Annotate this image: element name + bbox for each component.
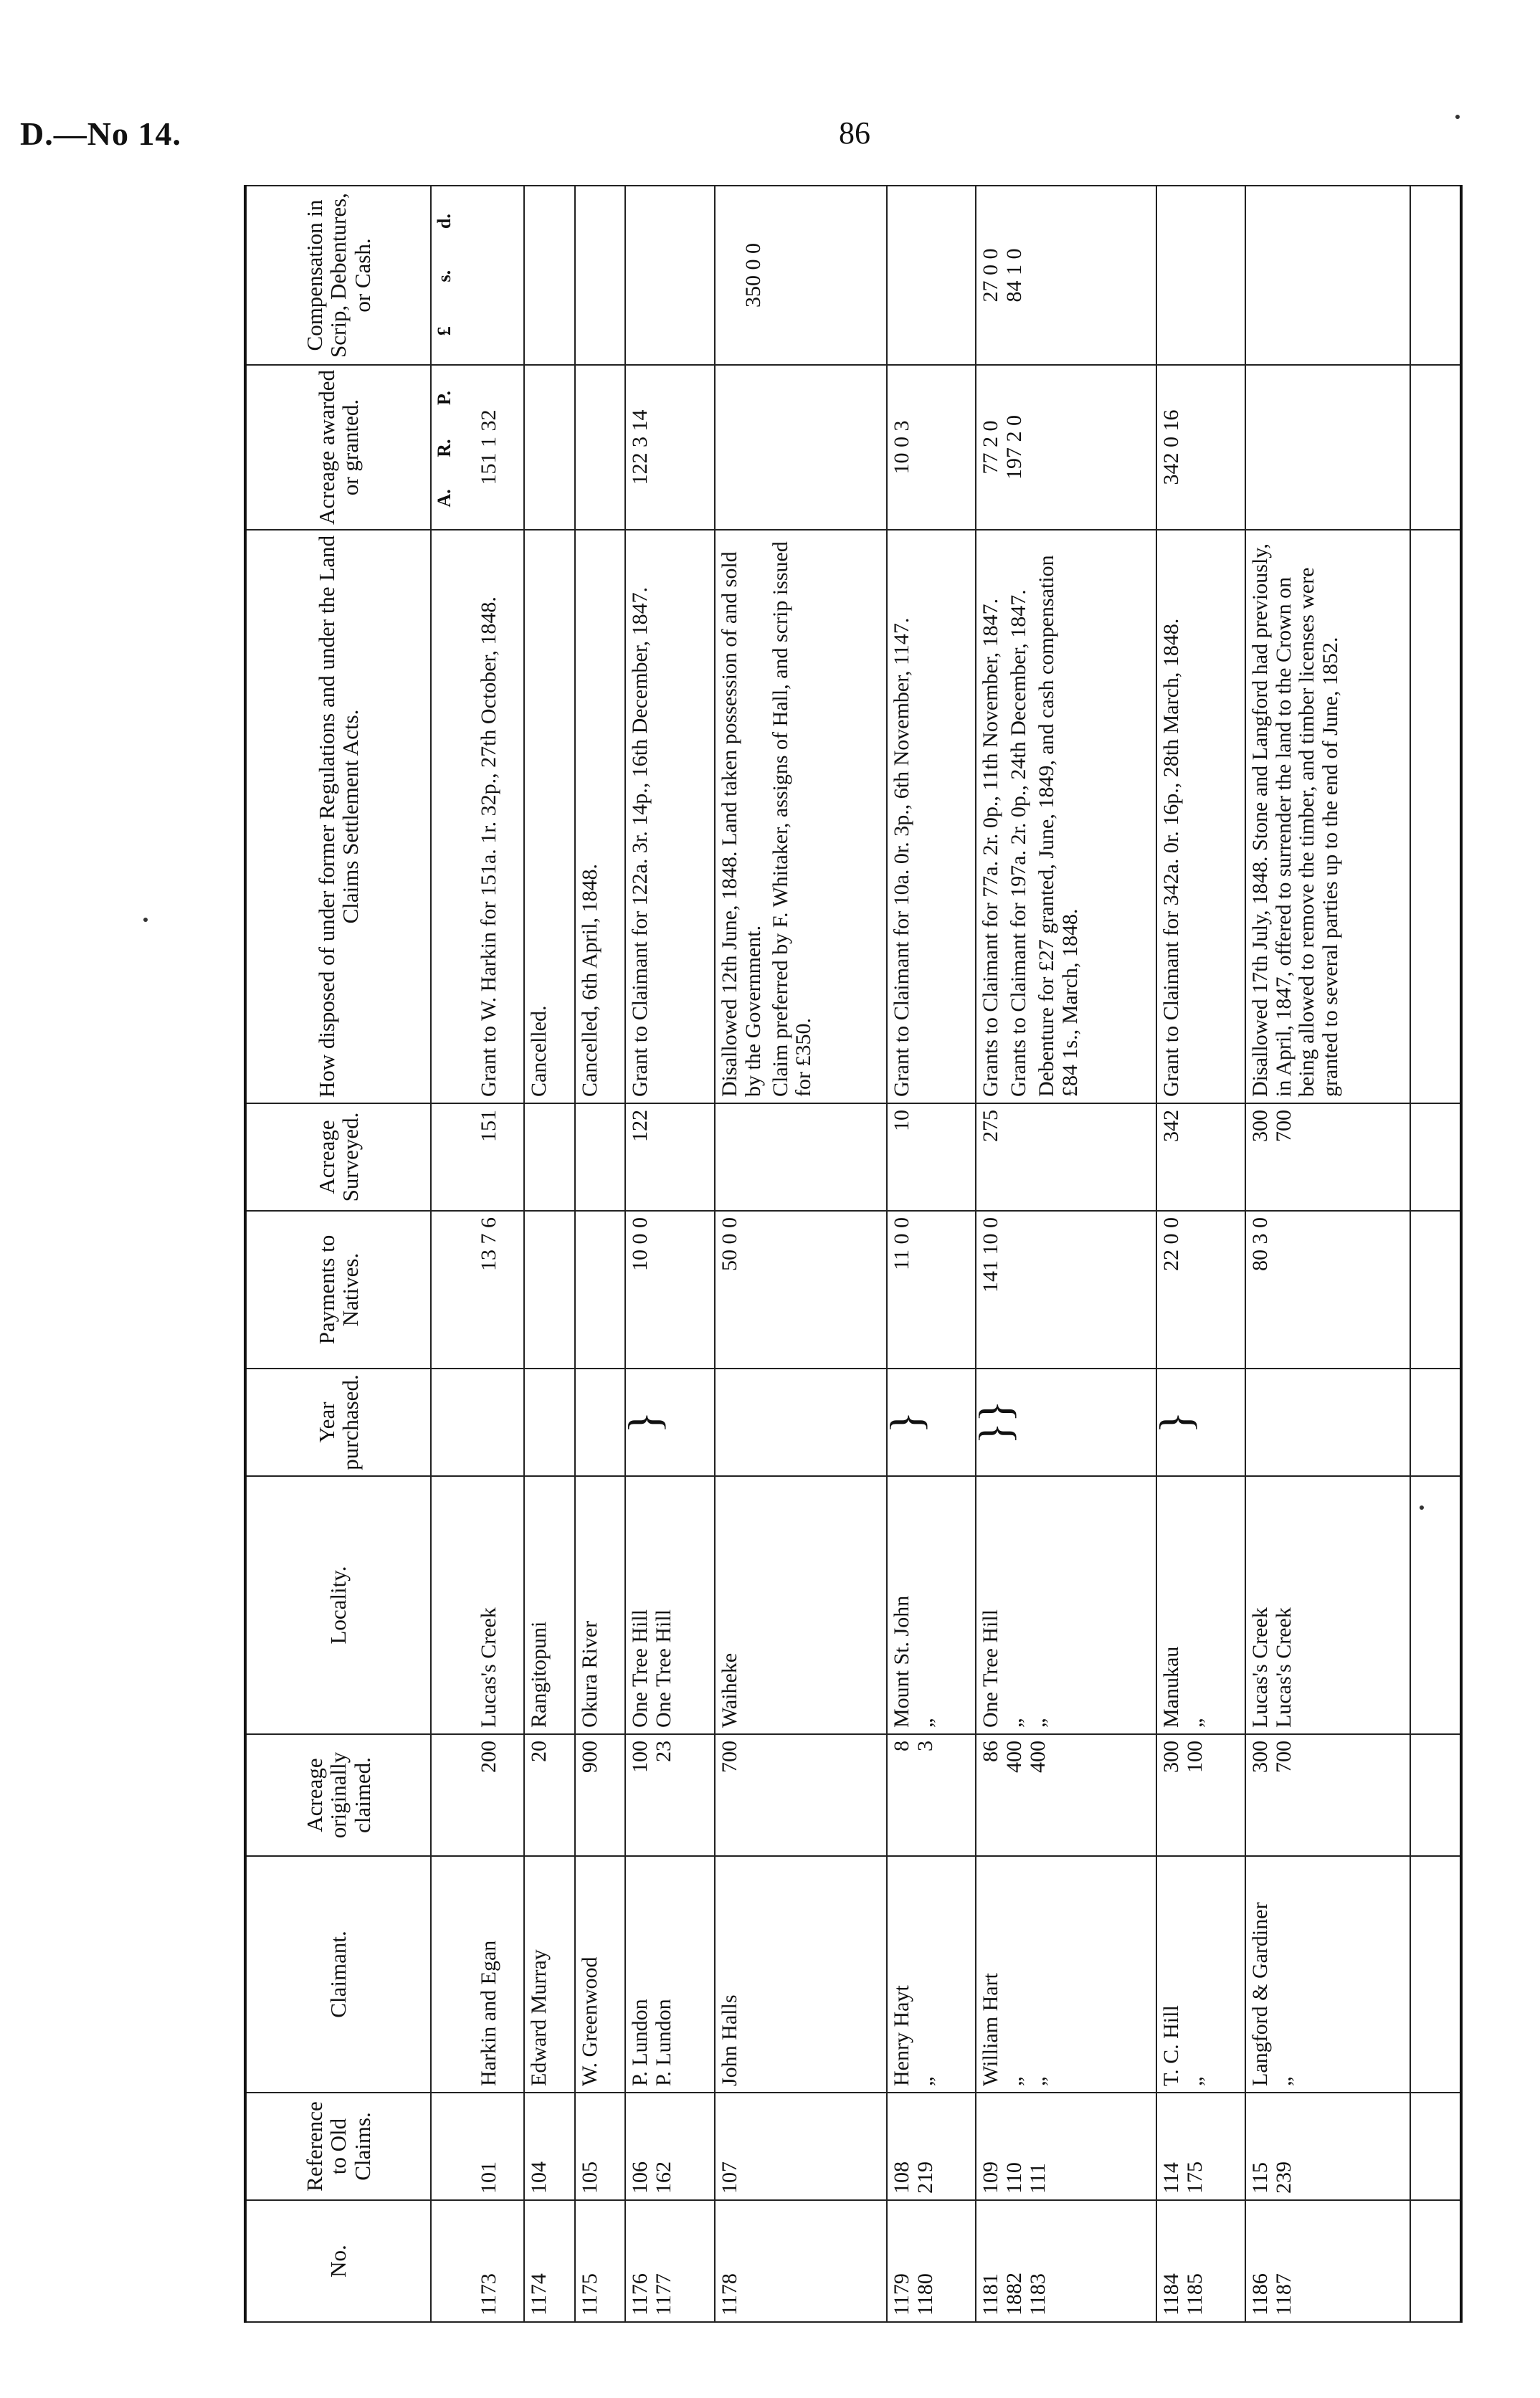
cell-claimant <box>524 1856 575 2093</box>
cell-no-line: 1178 <box>718 2273 742 2316</box>
col-header-compensation: Compensation in Scrip, Debentures, or Cash. <box>245 186 431 365</box>
cell-locality-line: Lucas's Creek <box>1248 1607 1273 1728</box>
cell-acreage-claimed-line: 200 <box>476 1741 500 1773</box>
cell-claimant-line: William Hart <box>979 1973 1003 2086</box>
cell-claimant-line: „ <box>1182 2076 1207 2086</box>
cell-compensation-line <box>1249 192 1273 358</box>
cell-surveyed-line: 342 <box>1159 1110 1183 1142</box>
cell-acreage-claimed <box>976 1734 1156 1856</box>
cell-no-line: 1185 <box>1182 2273 1207 2316</box>
cell-no-line: 1177 <box>652 2273 676 2316</box>
cell-awarded <box>1245 365 1410 530</box>
cell-claimant <box>575 1856 626 2093</box>
cell-no-line: 1184 <box>1159 2273 1183 2316</box>
cell-no-line: 1186 <box>1248 2273 1273 2316</box>
cell-payments-line <box>528 1217 551 1362</box>
cell-compensation <box>1156 186 1246 365</box>
cell-surveyed <box>1156 1103 1246 1211</box>
cell-payments-line: 10 0 0 <box>628 1217 652 1271</box>
cell-acreage-claimed-line: 700 <box>718 1741 742 1773</box>
col-header-payments: Payments to Natives. <box>245 1211 431 1369</box>
units-row <box>431 186 475 2322</box>
cell-awarded-line: 10 0 3 <box>889 420 913 475</box>
cell-no <box>976 2200 1156 2322</box>
cell-compensation <box>887 186 976 365</box>
cell-no-line: 1181 <box>979 2273 1003 2316</box>
cell-compensation <box>575 186 626 365</box>
table-row <box>524 186 575 2322</box>
cell-awarded-line <box>718 371 742 523</box>
cell-disposed-line: Grant to Claimant for 342a. 0r. 16p., 28th March, 1848. <box>1159 618 1183 1097</box>
unit-acres: A. <box>434 489 455 508</box>
cell-locality-line: Waiheke <box>718 1652 742 1728</box>
cell-surveyed-line: 275 <box>979 1110 1003 1142</box>
cell-ref <box>715 2093 886 2200</box>
table-row <box>976 186 1156 2322</box>
cell-year <box>1149 1369 1246 1476</box>
unit-pence: d. <box>434 214 455 229</box>
cell-surveyed <box>1245 1103 1410 1211</box>
col-header-disposed: How disposed of under former Regulations and under the Land Claims Settlement Acts. <box>245 530 431 1103</box>
col-header-acreage-claimed: Acreage originally claimed. <box>245 1734 431 1856</box>
cell-no-line: 1174 <box>526 2273 551 2316</box>
speck <box>1455 115 1460 119</box>
cell-awarded-line: 122 3 14 <box>628 409 652 485</box>
cell-claimant <box>1156 1856 1246 2093</box>
cell-claimant-line: P. Lundon <box>652 1999 676 2086</box>
cell-claimant <box>625 1856 715 2093</box>
cell-surveyed <box>575 1103 626 1211</box>
cell-awarded-line <box>1249 371 1273 523</box>
cell-locality-line: One Tree Hill <box>979 1609 1003 1728</box>
cell-ref-line: 101 <box>476 2161 500 2194</box>
col-header-year: Year purchased. <box>245 1369 431 1476</box>
cell-locality-line: „ <box>1002 1718 1027 1728</box>
land-claims-table <box>244 185 1463 2323</box>
cell-disposed <box>887 530 976 1103</box>
cell-no <box>1156 2200 1246 2322</box>
cell-no <box>715 2200 886 2322</box>
cell-claimant-line: „ <box>913 2076 937 2086</box>
cell-acreage-claimed-line: 8 <box>889 1741 913 1751</box>
cell-awarded-line <box>528 371 551 523</box>
cell-acreage-claimed <box>475 1734 524 1856</box>
compensation-units <box>431 186 475 365</box>
cell-awarded <box>715 365 886 530</box>
cell-payments <box>625 1211 715 1369</box>
cell-locality <box>625 1476 715 1734</box>
cell-disposed <box>625 530 715 1103</box>
table-row <box>475 186 524 2322</box>
cell-surveyed-line: 122 <box>628 1110 652 1142</box>
cell-locality-line: Manukau <box>1159 1646 1183 1728</box>
cell-year <box>1245 1369 1410 1476</box>
cell-surveyed <box>976 1103 1156 1211</box>
cell-acreage-claimed <box>625 1734 715 1856</box>
cell-surveyed-line <box>718 1110 742 1204</box>
cell-claimant <box>1245 1856 1410 2093</box>
cell-claimant-line: T. C. Hill <box>1159 2005 1183 2086</box>
cell-year <box>575 1369 626 1476</box>
cell-awarded <box>475 365 524 530</box>
cell-compensation <box>1245 186 1410 365</box>
cell-acreage-claimed-line: 86 <box>979 1741 1003 1762</box>
cell-awarded <box>887 365 976 530</box>
cell-surveyed <box>625 1103 715 1211</box>
cell-no-line: 1176 <box>628 2273 652 2316</box>
cell-disposed <box>475 530 524 1103</box>
cell-ref-line: 175 <box>1182 2161 1207 2194</box>
cell-ref <box>575 2093 626 2200</box>
cell-compensation <box>625 186 715 365</box>
cell-locality-line: Rangitopuni <box>526 1621 551 1728</box>
unit-roods: R. <box>434 439 455 457</box>
cell-payments <box>1156 1211 1246 1369</box>
cell-acreage-claimed-line: 20 <box>526 1741 551 1762</box>
cell-ref-line: 105 <box>577 2161 602 2194</box>
cell-ref <box>1245 2093 1410 2200</box>
cell-compensation <box>524 186 575 365</box>
cell-surveyed-line <box>579 1110 602 1204</box>
cell-surveyed-line: 151 <box>476 1110 500 1142</box>
year-brace: } <box>1149 1411 1201 1434</box>
cell-disposed-line: Debenture for £27 granted, June, 1849, and cash compensation £84 1s., March, 1848. <box>1035 555 1082 1097</box>
cell-no <box>887 2200 976 2322</box>
cell-compensation-line: 27 0 0 <box>979 248 1003 303</box>
cell-awarded <box>625 365 715 530</box>
cell-compensation-line <box>579 192 602 358</box>
cell-locality <box>575 1476 626 1734</box>
cell-acreage-claimed-line: 400 <box>1002 1741 1027 1773</box>
cell-no-line: 1882 <box>1002 2273 1027 2316</box>
cell-locality-line: Lucas's Creek <box>476 1607 500 1728</box>
unit-pounds: £ <box>434 326 455 336</box>
cell-payments-line <box>579 1217 602 1362</box>
cell-ref-line: 111 <box>1026 2163 1050 2194</box>
cell-claimant-line: Edward Murray <box>526 1949 551 2086</box>
cell-locality-line: „ <box>913 1718 937 1728</box>
col-header-awarded: Acreage awarded or granted. <box>245 365 431 530</box>
cell-claimant <box>976 1856 1156 2093</box>
cell-disposed <box>575 530 626 1103</box>
cell-awarded-line: 151 1 32 <box>476 409 500 485</box>
cell-acreage-claimed-line: 400 <box>1026 1741 1050 1773</box>
cell-compensation-line <box>629 192 652 358</box>
cell-ref-line: 108 <box>889 2161 913 2194</box>
col-header-ref: Reference to Old Claims. <box>245 2093 431 2200</box>
cell-ref-line: 219 <box>913 2161 937 2194</box>
cell-compensation-line <box>718 192 742 358</box>
year-brace: } <box>880 1411 931 1434</box>
cell-surveyed <box>475 1103 524 1211</box>
cell-year <box>880 1369 976 1476</box>
cell-ref <box>887 2093 976 2200</box>
cell-acreage-claimed <box>1156 1734 1246 1856</box>
table-row <box>575 186 626 2322</box>
cell-disposed-line: Grant to W. Harkin for 151a. 1r. 32p., 27th October, 1848. <box>476 596 500 1097</box>
cell-no-line: 1179 <box>889 2273 913 2316</box>
cell-payments-line: 11 0 0 <box>889 1217 913 1270</box>
cell-acreage-claimed <box>715 1734 886 1856</box>
cell-disposed <box>976 530 1156 1103</box>
col-header-no: No. <box>245 2200 431 2322</box>
cell-year <box>619 1369 715 1476</box>
cell-year <box>524 1369 575 1476</box>
cell-disposed-line: Grants to Claimant for 77a. 2r. 0p., 11th November, 1847. <box>979 598 1003 1097</box>
cell-no <box>524 2200 575 2322</box>
cell-disposed-line: Disallowed 17th July, 1848. Stone and Langford had previously, in April, 1847, offered to surrender the land to the Crown on being allowed to remove the timber, and timber licenses were granted to several parties up to the end of June, 1852. <box>1248 543 1342 1097</box>
cell-acreage-claimed-line: 3 <box>913 1741 937 1751</box>
table-row <box>1156 186 1246 2322</box>
cell-ref-line: 162 <box>652 2161 676 2194</box>
cell-no <box>575 2200 626 2322</box>
cell-acreage-claimed <box>524 1734 575 1856</box>
table-row <box>625 186 715 2322</box>
cell-awarded <box>524 365 575 530</box>
cell-no <box>625 2200 715 2322</box>
cell-claimant-line: Langford & Gardiner <box>1248 1902 1273 2086</box>
unit-shillings: s. <box>434 270 455 282</box>
cell-payments-line: 13 7 6 <box>476 1217 500 1271</box>
cell-claimant <box>475 1856 524 2093</box>
cell-locality <box>1245 1476 1410 1734</box>
cell-no <box>1245 2200 1410 2322</box>
cell-surveyed <box>524 1103 575 1211</box>
cell-claimant-line: „ <box>1272 2076 1296 2086</box>
cell-locality <box>715 1476 886 1734</box>
cell-acreage-claimed-line: 900 <box>577 1741 602 1773</box>
cell-acreage-claimed-line: 100 <box>1182 1741 1207 1773</box>
cell-acreage-claimed-line: 300 <box>1159 1741 1183 1773</box>
cell-acreage-claimed <box>1245 1734 1410 1856</box>
cell-ref-line: 107 <box>718 2161 742 2194</box>
cell-locality <box>976 1476 1156 1734</box>
cell-locality <box>887 1476 976 1734</box>
table-header-row <box>245 186 431 2322</box>
cell-awarded <box>1156 365 1246 530</box>
cell-locality-line: One Tree Hill <box>628 1609 652 1728</box>
cell-year <box>715 1369 886 1476</box>
cell-claimant-line: John Halls <box>718 1994 742 2086</box>
cell-claimant <box>715 1856 886 2093</box>
cell-disposed-line: Disallowed 12th June, 1848. Land taken possession of and sold by the Government. <box>718 551 765 1097</box>
cell-year <box>475 1369 524 1476</box>
unit-perches: P. <box>434 391 455 406</box>
cell-ref-line: 106 <box>628 2161 652 2194</box>
cell-payments-line: 141 10 0 <box>979 1217 1003 1293</box>
cell-awarded-line: 77 2 0 <box>979 420 1003 475</box>
cell-locality-line: One Tree Hill <box>652 1609 676 1728</box>
cell-disposed <box>715 530 886 1103</box>
cell-payments-line: 22 0 0 <box>1159 1217 1183 1271</box>
cell-awarded <box>575 365 626 530</box>
year-brace: }} <box>969 1400 1021 1445</box>
cell-acreage-claimed-line: 700 <box>1272 1741 1296 1773</box>
cell-acreage-claimed <box>575 1734 626 1856</box>
cell-compensation <box>475 186 524 365</box>
cell-ref <box>1156 2093 1246 2200</box>
table-row <box>715 186 886 2322</box>
cell-claimant-line: Henry Hayt <box>889 1985 913 2086</box>
cell-disposed-line: Grant to Claimant for 122a. 3r. 14p., 16th December, 1847. <box>628 586 652 1097</box>
cell-compensation-line: 84 1 0 <box>1002 248 1027 303</box>
cell-locality-line: „ <box>1182 1718 1207 1728</box>
cell-claimant-line: „ <box>1002 2076 1027 2086</box>
cell-ref-line: 110 <box>1002 2162 1027 2194</box>
cell-no <box>475 2200 524 2322</box>
cell-ref <box>524 2093 575 2200</box>
awarded-units <box>431 365 475 530</box>
cell-locality-line: Mount St. John <box>889 1595 913 1728</box>
cell-no-line: 1187 <box>1272 2273 1296 2316</box>
cell-disposed <box>524 530 575 1103</box>
cell-claimant-line: Harkin and Egan <box>476 1940 500 2086</box>
cell-disposed-line: Claim preferred by F. Whitaker, assigns of Hall, and scrip issued for £350. <box>769 541 816 1097</box>
cell-claimant-line: W. Greenwood <box>577 1956 602 2086</box>
cell-claimant-line: P. Lundon <box>628 1999 652 2086</box>
table-row <box>887 186 976 2322</box>
cell-compensation-line <box>477 192 501 358</box>
col-header-surveyed: Acreage Surveyed. <box>245 1103 431 1211</box>
land-claims-table-container <box>244 186 1463 2323</box>
cell-disposed <box>1156 530 1246 1103</box>
cell-payments <box>1245 1211 1410 1369</box>
cell-payments-line: 80 3 0 <box>1248 1217 1273 1271</box>
cell-ref <box>625 2093 715 2200</box>
cell-surveyed-line: 10 <box>889 1110 913 1131</box>
cell-awarded-line: 342 0 16 <box>1159 409 1183 485</box>
cell-locality-line: Lucas's Creek <box>1272 1607 1296 1728</box>
cell-claimant <box>887 1856 976 2093</box>
table-tail-row <box>1410 186 1461 2322</box>
document-reference: D.—No 14. <box>20 115 181 152</box>
cell-payments <box>575 1211 626 1369</box>
cell-compensation-line <box>890 192 914 358</box>
cell-locality <box>475 1476 524 1734</box>
cell-claimant-line: „ <box>1026 2076 1050 2086</box>
cell-locality-line: „ <box>1026 1718 1050 1728</box>
cell-disposed-line: Cancelled, 6th April, 1848. <box>577 864 602 1097</box>
cell-awarded <box>976 365 1156 530</box>
cell-surveyed <box>715 1103 886 1211</box>
cell-ref-line: 104 <box>526 2161 551 2194</box>
cell-acreage-claimed-line: 300 <box>1248 1741 1273 1773</box>
cell-payments <box>976 1211 1156 1369</box>
cell-no-line: 1173 <box>476 2273 500 2316</box>
cell-ref-line: 239 <box>1272 2161 1296 2194</box>
cell-no-line: 1180 <box>913 2273 937 2316</box>
cell-compensation-line: 350 0 0 <box>741 243 766 308</box>
cell-ref-line: 109 <box>979 2161 1003 2194</box>
cell-payments-line: 50 0 0 <box>718 1217 742 1271</box>
page-number: 86 <box>839 115 870 151</box>
cell-surveyed-line: 700 <box>1272 1110 1296 1142</box>
cell-disposed <box>1245 530 1410 1103</box>
cell-disposed-line: Grant to Claimant for 10a. 0r. 3p., 6th November, 1147. <box>889 617 913 1097</box>
cell-awarded-line: 197 2 0 <box>1002 415 1027 480</box>
speck <box>143 918 148 922</box>
cell-surveyed-line <box>528 1110 551 1204</box>
col-header-locality: Locality. <box>245 1476 431 1734</box>
cell-acreage-claimed-line: 23 <box>652 1741 676 1762</box>
cell-compensation-line <box>528 192 551 358</box>
cell-ref <box>475 2093 524 2200</box>
cell-locality <box>524 1476 575 1734</box>
cell-compensation <box>976 186 1156 365</box>
cell-year <box>969 1369 1156 1476</box>
cell-surveyed-line: 300 <box>1248 1110 1273 1142</box>
cell-payments <box>715 1211 886 1369</box>
cell-locality <box>1156 1476 1246 1734</box>
cell-compensation <box>715 186 886 365</box>
cell-ref-line: 114 <box>1159 2162 1183 2194</box>
cell-compensation-line <box>1160 192 1184 358</box>
cell-awarded-line <box>579 371 602 523</box>
cell-surveyed <box>887 1103 976 1211</box>
cell-ref-line: 115 <box>1248 2162 1273 2194</box>
col-header-claimant: Claimant. <box>245 1856 431 2093</box>
table-row <box>1245 186 1410 2322</box>
cell-no-line: 1183 <box>1026 2273 1050 2316</box>
cell-acreage-claimed <box>887 1734 976 1856</box>
cell-disposed-line: Grants to Claimant for 197a. 2r. 0p., 24th December, 1847. <box>1007 589 1031 1097</box>
cell-locality-line: Okura River <box>577 1620 602 1728</box>
cell-ref <box>976 2093 1156 2200</box>
cell-acreage-claimed-line: 100 <box>628 1741 652 1773</box>
cell-payments <box>524 1211 575 1369</box>
year-brace: } <box>619 1411 670 1434</box>
cell-payments <box>887 1211 976 1369</box>
cell-payments <box>475 1211 524 1369</box>
cell-no-line: 1175 <box>577 2273 602 2316</box>
cell-disposed-line: Cancelled. <box>526 1005 551 1097</box>
